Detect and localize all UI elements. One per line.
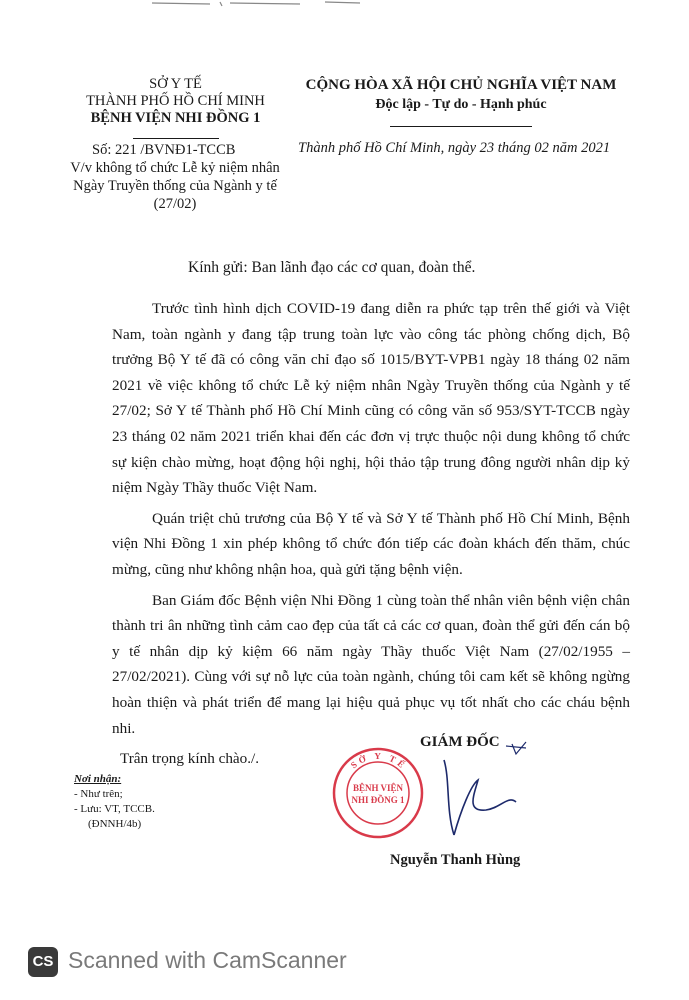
org-underline <box>133 138 219 139</box>
signer-name: Nguyễn Thanh Hùng <box>390 852 521 868</box>
recipient-item: - Lưu: VT, TCCB. <box>74 803 155 815</box>
recipient-item: (ĐNNH/4b) <box>88 818 142 830</box>
national-motto: Độc lập - Tự do - Hạnh phúc <box>375 97 547 112</box>
date-line: Thành phố Hồ Chí Minh, ngày 23 tháng 02 năm 2021 <box>298 140 611 156</box>
official-seal-icon <box>330 745 426 841</box>
handwritten-signature <box>416 740 546 850</box>
seal-top-text: SỞ Y TẾ <box>348 750 409 772</box>
document-number: Số: 221 /BVNĐ1-TCCB <box>92 142 236 158</box>
recipients-block <box>74 772 155 832</box>
national-header <box>293 76 629 133</box>
paragraph-1: Trước tình hình dịch COVID-19 đang diễn ra phức tạp trên thế giới và Việt Nam, toàn ngành y đang tập trung toàn lực vào công tác phòng chống dịch, Bộ trưởng Bộ Y tế đã có công văn chỉ đạo số 1015/BYT-VPB1 ngày 18 tháng 02 năm 2021 về việc không tổ chức Lễ kỷ niệm nhân Ngày Truyền thống của Ngành y tế 27/02; Sở Y tế Thành phố Hồ Chí Minh cũng có công văn số 953/SYT-TCCB ngày 23 tháng 02 năm 2021 triển khai đến các đơn vị trực thuộc nội dung không tổ chức sự kiện chào mừng, hoạt động hội nghị, hội thảo tập trung đông người nhân dịp kỷ niệm Ngày Thầy thuốc Việt Nam. <box>112 300 630 497</box>
greeting: Kính gửi: Ban lãnh đạo các cơ quan, đoàn thể. <box>188 259 476 276</box>
recipient-item: - Như trên; <box>74 788 123 800</box>
org-line-3: BỆNH VIỆN NHI ĐỒNG 1 <box>90 110 261 126</box>
scan-artifact <box>150 0 370 8</box>
seal-center-text: BỆNH VIỆN <box>352 783 404 793</box>
signer-title: GIÁM ĐỐC <box>420 734 500 750</box>
letter-body <box>112 296 630 777</box>
org-line-1: SỞ Y TẾ <box>149 76 202 92</box>
organization-header <box>58 76 293 144</box>
recipients-heading: Nơi nhận: <box>74 773 122 785</box>
camscanner-logo: CS <box>28 947 58 977</box>
watermark-text: Scanned with CamScanner <box>68 947 347 973</box>
document-subject: V/v không tổ chức Lễ kỷ niệm nhân Ngày Truyền thống của Ngành y tế (27/02) <box>70 160 280 212</box>
motto-underline <box>390 126 532 127</box>
paragraph-3: Ban Giám đốc Bệnh viện Nhi Đồng 1 cùng toàn thể nhân viên bệnh viện chân thành tri ân những tình cảm cao đẹp của tất cả các cơ quan, đoàn thể gửi đến cán bộ y tế nhân dịp kỷ kiệm 66 năm ngày Thầy thuốc Việt Nam (27/02/1955 – 27/02/2021). Cùng với sự nỗ lực của toàn ngành, chúng tôi cam kết sẽ không ngừng hoàn thiện và phát triển để mang lại hiệu quả phục vụ tốt nhất cho các cháu bệnh nhi. <box>112 591 630 737</box>
paragraph-2: Quán triệt chủ trương của Bộ Y tế và Sở Y tế Thành phố Hồ Chí Minh, Bệnh viện Nhi Đồng 1 xin phép không tổ chức đón tiếp các đoàn khách đến thăm, chúc mừng, cũng như không nhận hoa, quà gửi tặng bệnh viện. <box>112 509 630 578</box>
seal-center-text: NHI ĐỒNG 1 <box>351 795 405 805</box>
org-line-2: THÀNH PHỐ HỒ CHÍ MINH <box>86 93 265 109</box>
scanner-watermark <box>20 944 440 980</box>
nation-name: CỘNG HÒA XÃ HỘI CHỦ NGHĨA VIỆT NAM <box>305 77 617 93</box>
closing-line: Trân trọng kính chào./. <box>120 750 260 768</box>
